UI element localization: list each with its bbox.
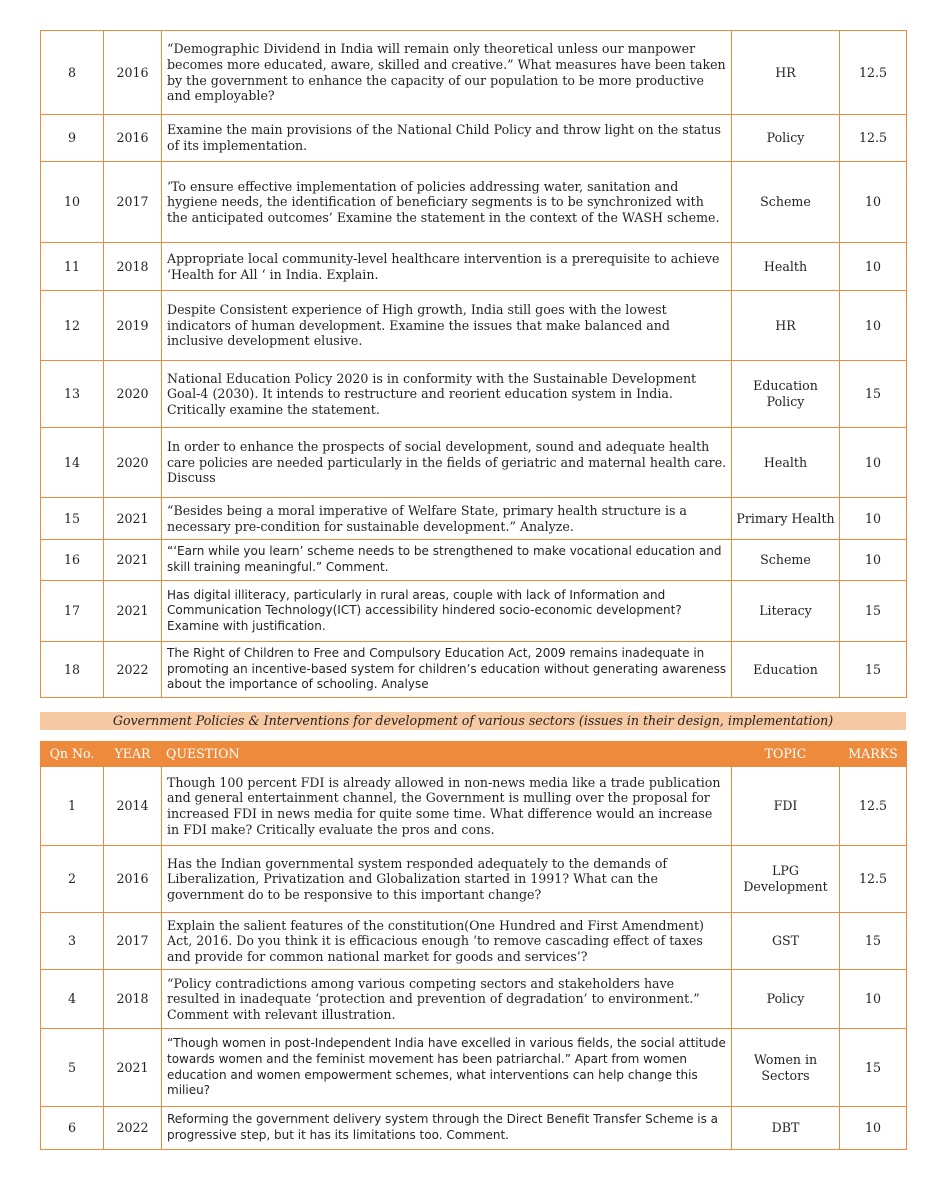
question-year: 2017 (104, 162, 162, 243)
question-marks: 15 (840, 581, 907, 642)
question-year: 2021 (104, 540, 162, 581)
section-title: Government Policies & Interventions for development of various sectors (issues in their design, implementation) (40, 712, 906, 730)
question-text: In order to enhance the prospects of social development, sound and adequate health care policies are needed particularly in the fields of geriatric and maternal health care. Discuss (162, 428, 732, 498)
table-row (41, 642, 907, 698)
table-row (41, 428, 907, 498)
question-year: 2021 (104, 581, 162, 642)
questions-table-part2 (40, 741, 907, 1150)
header-qn-no: Qn No. (41, 742, 104, 767)
table-row (41, 1029, 907, 1107)
question-topic: Policy (732, 115, 840, 162)
header-question: QUESTION (162, 742, 732, 767)
table-row (41, 361, 907, 428)
question-marks: 10 (840, 540, 907, 581)
question-marks: 15 (840, 913, 907, 970)
question-marks: 12.5 (840, 767, 907, 846)
question-number: 9 (41, 115, 104, 162)
question-text: National Education Policy 2020 is in conformity with the Sustainable Development Goal-4 (2030). It intends to restructure and reorient education system in India. Critically examine the statement. (162, 361, 732, 428)
question-number: 4 (41, 970, 104, 1029)
table-row (41, 846, 907, 913)
question-marks: 10 (840, 291, 907, 361)
question-topic: GST (732, 913, 840, 970)
question-number: 17 (41, 581, 104, 642)
question-number: 10 (41, 162, 104, 243)
header-year: YEAR (104, 742, 162, 767)
question-text: Has digital illiteracy, particularly in rural areas, couple with lack of Information and Communication Technology(ICT) accessibility hindered socio-economic development? Examine with justification. (162, 581, 732, 642)
question-number: 16 (41, 540, 104, 581)
question-year: 2021 (104, 498, 162, 540)
question-text: Though 100 percent FDI is already allowed in non-news media like a trade publication and general entertainment channel, the Government is mulling over the proposal for increased FDI in news media for quite some time. What difference would an increase in FDI make? Critically evaluate the pros and cons. (162, 767, 732, 846)
question-text: “Though women in post-Independent India have excelled in various fields, the social attitude towards women and the feminist movement has been patriarchal.” Apart from women education and women empowerment schemes, what interventions can help change this milieu? (162, 1029, 732, 1107)
question-marks: 10 (840, 1107, 907, 1150)
questions-table-part1 (40, 30, 907, 698)
question-number: 11 (41, 243, 104, 291)
question-text: Explain the salient features of the constitution(One Hundred and First Amendment) Act, 2016. Do you think it is efficacious enough ‘to remove cascading effect of taxes and provide for common national market for goods and services’? (162, 913, 732, 970)
header-topic: TOPIC (732, 742, 840, 767)
question-year: 2017 (104, 913, 162, 970)
question-marks: 12.5 (840, 115, 907, 162)
question-text: “Demographic Dividend in India will remain only theoretical unless our manpower becomes more educated, aware, skilled and creative.” What measures have been taken by the government to enhance the capacity of our population to be more productive and employable? (162, 31, 732, 115)
question-topic: Education (732, 642, 840, 698)
question-marks: 10 (840, 498, 907, 540)
table-row (41, 913, 907, 970)
question-number: 2 (41, 846, 104, 913)
question-number: 8 (41, 31, 104, 115)
question-year: 2020 (104, 361, 162, 428)
question-topic: FDI (732, 767, 840, 846)
table-row (41, 291, 907, 361)
table-row (41, 581, 907, 642)
question-text: “‘Earn while you learn’ scheme needs to be strengthened to make vocational education and skill training meaningful.” Comment. (162, 540, 732, 581)
question-text: Despite Consistent experience of High growth, India still goes with the lowest indicators of human development. Examine the issues that make balanced and inclusive development elusive. (162, 291, 732, 361)
question-year: 2021 (104, 1029, 162, 1107)
table-row (41, 162, 907, 243)
question-marks: 10 (840, 162, 907, 243)
question-text: Has the Indian governmental system responded adequately to the demands of Liberalization, Privatization and Globalization started in 1991? What can the government do to be responsive to this important change? (162, 846, 732, 913)
question-year: 2022 (104, 1107, 162, 1150)
table-row (41, 31, 907, 115)
question-topic: Women in Sectors (732, 1029, 840, 1107)
table-row (41, 767, 907, 846)
table-row (41, 970, 907, 1029)
question-marks: 15 (840, 1029, 907, 1107)
question-number: 1 (41, 767, 104, 846)
question-number: 6 (41, 1107, 104, 1150)
question-topic: HR (732, 31, 840, 115)
question-year: 2018 (104, 243, 162, 291)
question-topic: Education Policy (732, 361, 840, 428)
table-header-row (41, 742, 907, 767)
question-year: 2016 (104, 115, 162, 162)
question-number: 18 (41, 642, 104, 698)
question-topic: Policy (732, 970, 840, 1029)
table-row (41, 243, 907, 291)
question-text: The Right of Children to Free and Compulsory Education Act, 2009 remains inadequate in promoting an incentive-based system for children’s education without generating awareness about the importance of schooling. Analyse (162, 642, 732, 698)
question-topic: Health (732, 428, 840, 498)
question-text: ‘To ensure effective implementation of policies addressing water, sanitation and hygiene needs, the identification of beneficiary segments is to be synchronized with the anticipated outcomes’ Examine the statement in the context of the WASH scheme. (162, 162, 732, 243)
table-row (41, 498, 907, 540)
question-year: 2020 (104, 428, 162, 498)
table-row (41, 1107, 907, 1150)
question-topic: DBT (732, 1107, 840, 1150)
table-row (41, 115, 907, 162)
question-topic: Health (732, 243, 840, 291)
question-year: 2019 (104, 291, 162, 361)
question-number: 3 (41, 913, 104, 970)
question-topic: Scheme (732, 540, 840, 581)
question-year: 2016 (104, 846, 162, 913)
question-text: “Policy contradictions among various competing sectors and stakeholders have resulted in inadequate ‘protection and prevention of degradation’ to environment.” Comment with relevant illustration. (162, 970, 732, 1029)
question-topic: HR (732, 291, 840, 361)
question-topic: LPG Development (732, 846, 840, 913)
header-marks: MARKS (840, 742, 907, 767)
question-year: 2022 (104, 642, 162, 698)
question-number: 14 (41, 428, 104, 498)
question-marks: 10 (840, 428, 907, 498)
question-marks: 15 (840, 642, 907, 698)
question-marks: 10 (840, 970, 907, 1029)
question-marks: 12.5 (840, 846, 907, 913)
question-topic: Literacy (732, 581, 840, 642)
question-year: 2016 (104, 31, 162, 115)
question-number: 15 (41, 498, 104, 540)
question-text: “Besides being a moral imperative of Welfare State, primary health structure is a necessary pre-condition for sustainable development.” Analyze. (162, 498, 732, 540)
question-marks: 10 (840, 243, 907, 291)
question-text: Reforming the government delivery system through the Direct Benefit Transfer Scheme is a progressive step, but it has its limitations too. Comment. (162, 1107, 732, 1150)
question-year: 2018 (104, 970, 162, 1029)
question-year: 2014 (104, 767, 162, 846)
question-marks: 15 (840, 361, 907, 428)
question-text: Appropriate local community-level healthcare intervention is a prerequisite to achieve ‘Health for All ‘ in India. Explain. (162, 243, 732, 291)
table-row (41, 540, 907, 581)
question-text: Examine the main provisions of the National Child Policy and throw light on the status of its implementation. (162, 115, 732, 162)
question-topic: Scheme (732, 162, 840, 243)
question-topic: Primary Health (732, 498, 840, 540)
question-number: 5 (41, 1029, 104, 1107)
question-number: 12 (41, 291, 104, 361)
question-marks: 12.5 (840, 31, 907, 115)
question-number: 13 (41, 361, 104, 428)
